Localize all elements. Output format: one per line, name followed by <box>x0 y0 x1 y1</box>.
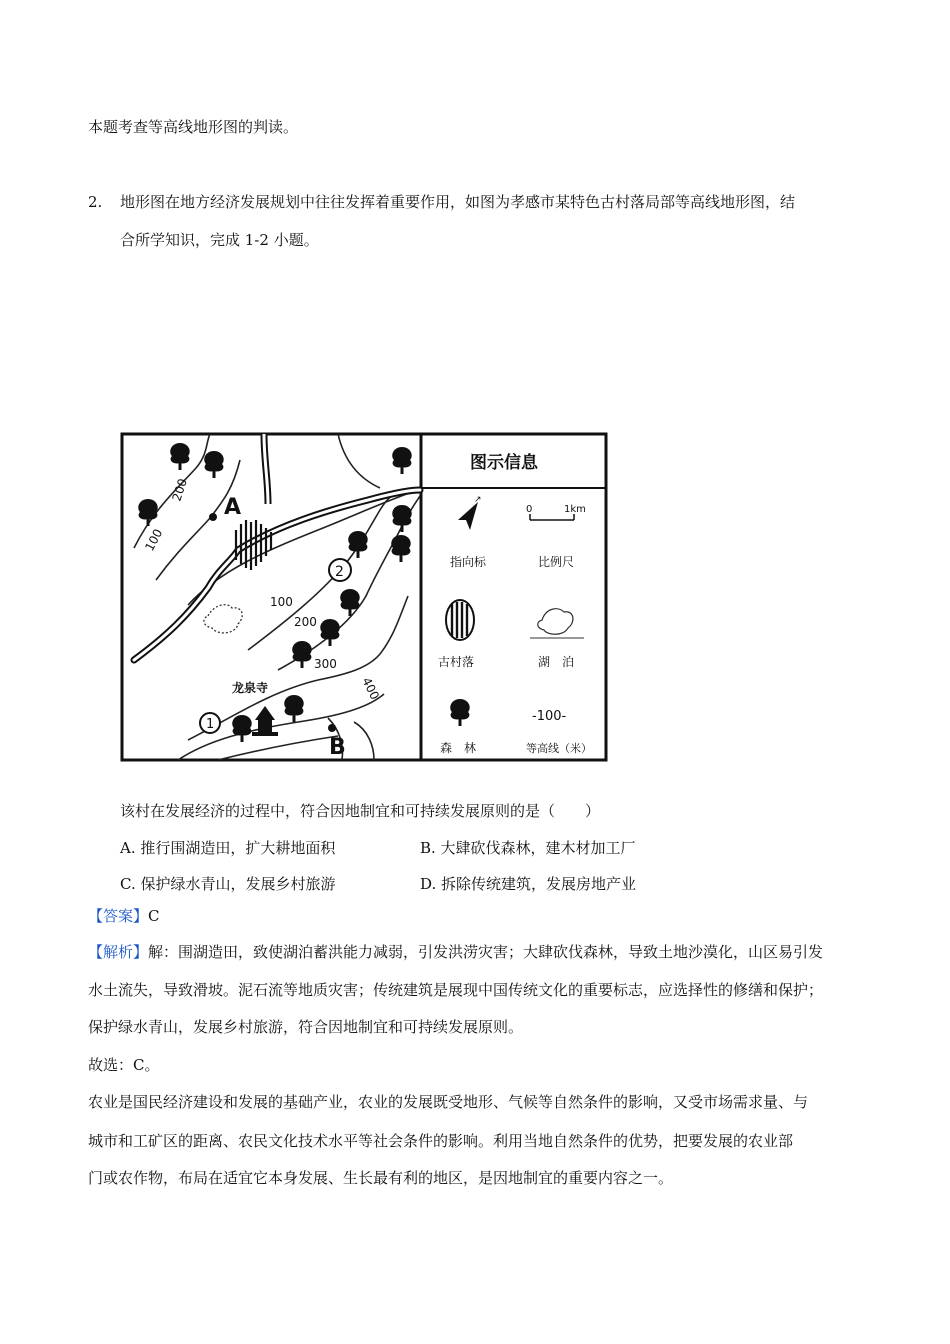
contour-label-100-mid: 100 <box>270 595 293 609</box>
option-d: D. 拆除传统建筑，发展房地产业 <box>420 875 637 893</box>
analysis-line2: 水土流失，导致滑坡。泥石流等地质灾害；传统建筑是展现中国传统文化的重要标志，应选择性的修缮和保护； <box>88 981 824 999</box>
answer-label-open: 【 <box>88 907 104 925</box>
contour-label-100-left: 100 <box>142 526 166 554</box>
question-number: 2. <box>88 193 103 211</box>
legend-contour-sample: -100- <box>532 709 567 724</box>
point-a-label: A <box>224 495 242 520</box>
analysis-label-close: 】 <box>133 943 149 961</box>
option-a: A. 推行围湖造田，扩大耕地面积 <box>120 839 336 857</box>
point-a-dot <box>209 513 217 521</box>
legend-lake-label: 湖 泊 <box>538 655 575 669</box>
contour-map-figure <box>118 430 610 764</box>
legend-village-icon <box>446 600 474 640</box>
compass-north-mark: ↗ <box>474 495 482 505</box>
analysis-line5: 农业是国民经济建设和发展的基础产业，农业的发展既受地形、气候等自然条件的影响，又受市场需求量、与 <box>88 1093 809 1111</box>
analysis-line6: 城市和工矿区的距离、农民文化技术水平等社会条件的影响。利用当地自然条件的优势，把要发展的农业部 <box>88 1132 794 1150</box>
analysis-row <box>88 941 823 963</box>
contour-label-200-mid: 200 <box>294 615 317 629</box>
legend-forest-label: 森 林 <box>440 741 477 755</box>
contour-label-200-top: 200 <box>169 476 190 503</box>
marker-2-label: 2 <box>335 564 344 580</box>
contour-label-300: 300 <box>314 657 337 671</box>
analysis-line3: 保护绿水青山，发展乡村旅游，符合因地制宜和可持续发展原则。 <box>88 1018 524 1036</box>
legend-contour-label: 等高线（米） <box>526 742 592 755</box>
analysis-label-open: 【 <box>88 943 104 961</box>
answer-label-close: 】 <box>133 907 149 925</box>
legend-compass-label: 指向标 <box>450 555 487 569</box>
option-c: C. 保护绿水青山，发展乡村旅游 <box>120 875 336 893</box>
scale-zero: 0 <box>526 504 533 515</box>
analysis-line7: 门或农作物，布局在适宜它本身发展、生长最有利的地区，是因地制宜的重要内容之一。 <box>88 1169 674 1187</box>
legend-title: 图示信息 <box>470 453 538 473</box>
answer-row <box>88 905 160 927</box>
intro-note: 本题考查等高线地形图的判读。 <box>88 118 299 136</box>
answer-value: C <box>148 907 160 925</box>
scale-one: 1km <box>564 504 586 515</box>
contour-label-400: 400 <box>359 675 382 702</box>
point-b-dot <box>328 724 336 732</box>
analysis-line4: 故选：C。 <box>88 1056 160 1074</box>
answer-label: 答案 <box>103 907 134 925</box>
question-prompt: 该村在发展经济的过程中，符合因地制宜和可持续发展原则的是（ ） <box>120 802 601 820</box>
analysis-line1: 解：围湖造田，致使湖泊蓄洪能力减弱，引发洪涝灾害；大肆砍伐森林，导致土地沙漠化，山区易引发 <box>148 943 824 961</box>
temple-label: 龙泉寺 <box>232 681 269 695</box>
legend-scale-label: 比例尺 <box>538 555 575 569</box>
point-b-label: B <box>329 735 346 760</box>
question-stem-line2: 合所学知识，完成 1-2 小题。 <box>120 231 319 249</box>
question-stem-line1: 地形图在地方经济发展规划中往往发挥着重要作用，如图为孝感市某特色古村落局部等高线地形图，结 <box>120 193 796 211</box>
analysis-label: 解析 <box>103 943 134 961</box>
option-b: B. 大肆砍伐森林，建木材加工厂 <box>420 839 636 857</box>
marker-1-label: 1 <box>206 717 215 732</box>
legend-village-label: 古村落 <box>438 655 475 669</box>
